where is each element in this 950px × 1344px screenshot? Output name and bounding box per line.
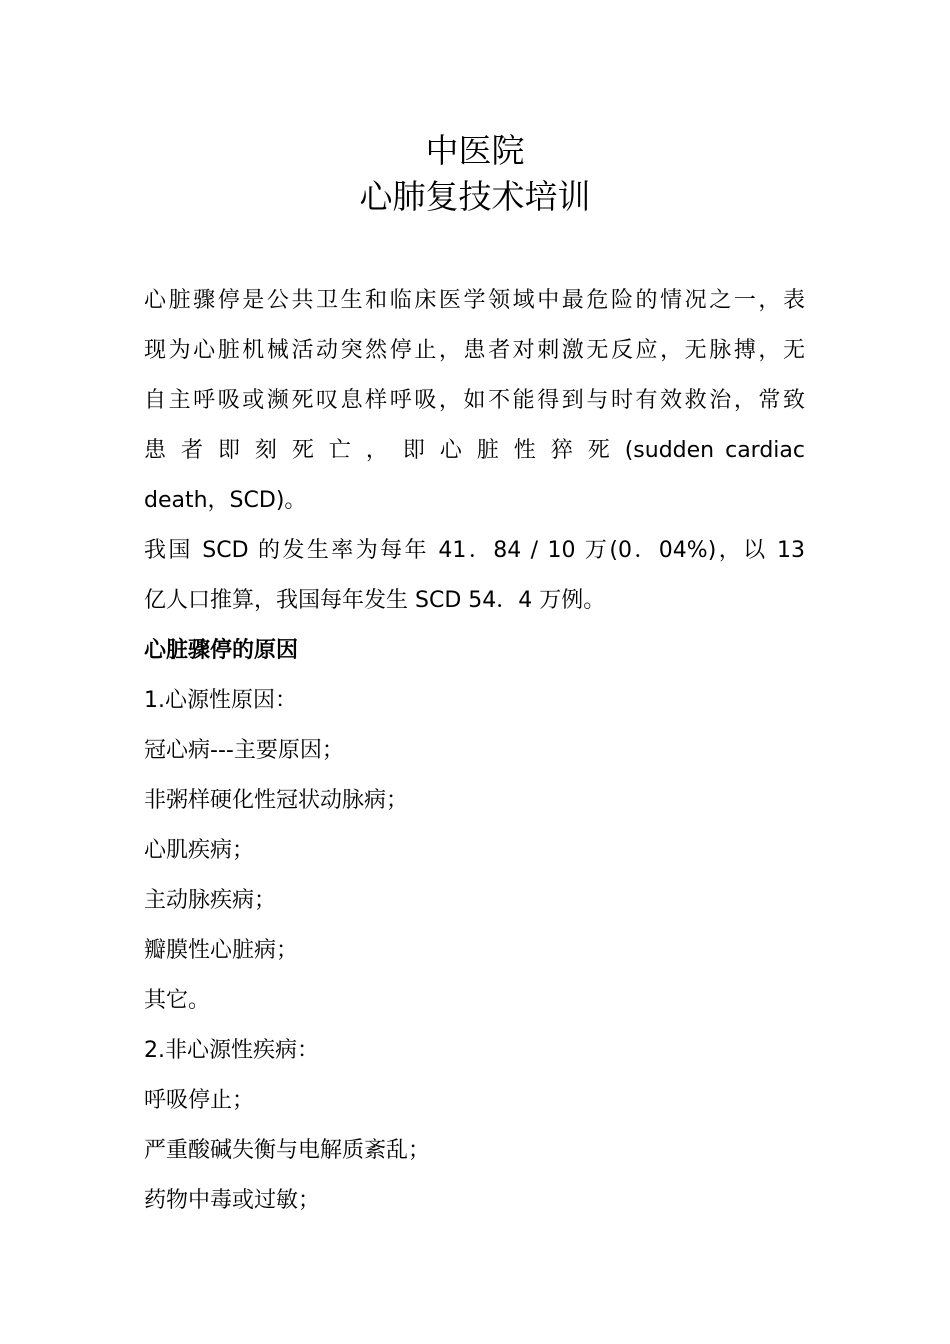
- hospital-name: 中医院: [425, 131, 525, 170]
- list-item: 主动脉疾病；: [144, 888, 277, 913]
- intro-line-5: death，SCD)。: [144, 488, 307, 513]
- intro-line-2: 现为心脏机械活动突然停止，患者对刺激无反应，无脉搏，无: [144, 338, 805, 363]
- intro-line-4: 患 者 即 刻 死 亡 ， 即 心 脏 性 猝 死 (sudden cardiac: [144, 438, 805, 463]
- section-heading: 心脏骤停的原因: [144, 638, 299, 663]
- list-item: 非粥样硬化性冠状动脉病；: [144, 788, 409, 813]
- cardiac-causes-heading: 1.心源性原因：: [144, 688, 297, 713]
- list-item: 药物中毒或过敏；: [144, 1188, 321, 1213]
- list-item: 冠心病---主要原因；: [144, 738, 344, 763]
- list-item: 严重酸碱失衡与电解质紊乱；: [144, 1138, 431, 1163]
- training-title: 心肺复技术培训: [359, 177, 591, 216]
- noncardiac-causes-heading: 2.非心源性疾病：: [144, 1038, 319, 1063]
- intro-line-3: 自主呼吸或濒死叹息样呼吸，如不能得到与时有效救治，常致: [144, 388, 805, 413]
- document-body: [144, 276, 805, 1226]
- stats-line-1: 我国 SCD 的发生率为每年 41．84 / 10 万(0．04%)，以 13: [144, 538, 805, 563]
- list-item: 瓣膜性心脏病；: [144, 938, 299, 963]
- document-title: [0, 128, 950, 220]
- list-item: 其它。: [144, 988, 211, 1013]
- intro-line-1: 心脏骤停是公共卫生和临床医学领域中最危险的情况之一，表: [144, 288, 805, 313]
- list-item: 呼吸停止；: [144, 1088, 255, 1113]
- list-item: 心肌疾病；: [144, 838, 255, 863]
- stats-line-2: 亿人口推算，我国每年发生 SCD 54．4 万例。: [144, 588, 606, 613]
